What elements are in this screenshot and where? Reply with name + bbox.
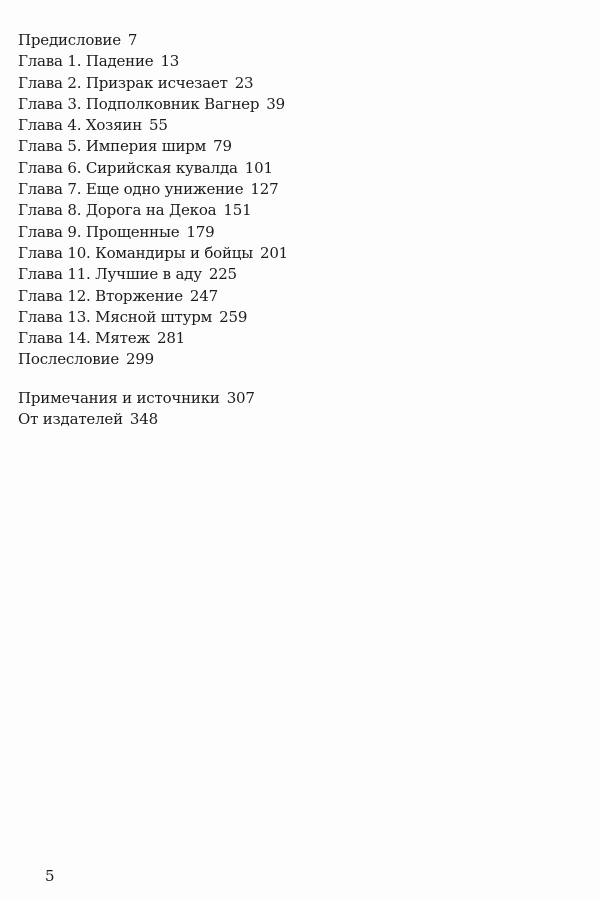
toc-entry-title: Глава 1. Падение xyxy=(18,52,154,71)
toc-entry-page: 127 xyxy=(250,180,279,199)
toc-main-section xyxy=(18,30,578,371)
toc-entry-chapter-14 xyxy=(18,328,578,349)
toc-entry-page: 299 xyxy=(126,350,155,369)
toc-entry-title: Глава 12. Вторжение xyxy=(18,286,183,305)
toc-entry-page: 55 xyxy=(149,116,168,135)
toc-entry-chapter-1 xyxy=(18,51,578,72)
toc-entry-page: 259 xyxy=(219,307,248,326)
toc-entry-preface xyxy=(18,30,578,51)
toc-entry-chapter-4 xyxy=(18,115,578,136)
toc-entry-title: Глава 4. Хозяин xyxy=(18,116,142,135)
toc-entry-page: 225 xyxy=(208,265,237,284)
toc-entry-title: Глава 8. Дорога на Декоа xyxy=(18,201,217,220)
toc-entry-title: Предисловие xyxy=(18,31,121,49)
toc-entry-chapter-11 xyxy=(18,264,578,285)
toc-entry-title: Послесловие xyxy=(18,350,119,369)
toc-entry-page: 79 xyxy=(213,137,232,156)
toc-entry-title: Глава 3. Подполковник Вагнер xyxy=(18,94,260,113)
toc-entry-title: Глава 2. Призрак исчезает xyxy=(18,73,228,92)
toc-entry-chapter-12 xyxy=(18,286,578,307)
toc-entry-page: 7 xyxy=(127,31,138,49)
toc-entry-from-publishers xyxy=(18,409,578,430)
toc-entry-chapter-7 xyxy=(18,179,578,200)
toc-entry-chapter-2 xyxy=(18,73,578,94)
toc-entry-title: Глава 9. Прощенные xyxy=(18,222,180,241)
toc-back-matter-section xyxy=(18,388,578,431)
toc-entry-chapter-5 xyxy=(18,136,578,157)
toc-entry-title: Глава 14. Мятеж xyxy=(18,329,150,348)
toc-entry-chapter-3 xyxy=(18,94,578,115)
toc-entry-chapter-13 xyxy=(18,307,578,328)
toc-entry-title: Примечания и источники xyxy=(18,388,220,407)
toc-entry-title: Глава 5. Империя ширм xyxy=(18,137,207,156)
toc-entry-chapter-9 xyxy=(18,222,578,243)
toc-entry-page: 151 xyxy=(223,201,252,220)
toc-entry-page: 13 xyxy=(160,52,180,71)
toc-entry-title: От издателей xyxy=(18,410,123,429)
toc-entry-page: 39 xyxy=(266,94,285,113)
table-of-contents xyxy=(18,30,578,430)
toc-entry-title: Глава 6. Сирийская кувалда xyxy=(18,158,238,177)
toc-entry-chapter-8 xyxy=(18,200,578,221)
toc-entry-page: 23 xyxy=(234,73,254,92)
toc-entry-title: Глава 7. Еще одно унижение xyxy=(18,180,244,199)
toc-entry-title: Глава 13. Мясной штурм xyxy=(18,307,213,326)
toc-entry-notes-and-sources xyxy=(18,388,578,409)
toc-entry-chapter-6 xyxy=(18,158,578,179)
toc-entry-afterword xyxy=(18,349,578,370)
toc-entry-chapter-10 xyxy=(18,243,578,264)
toc-entry-page: 201 xyxy=(259,243,289,262)
toc-entry-title: Глава 11. Лучшие в аду xyxy=(18,265,202,284)
toc-entry-page: 247 xyxy=(189,286,218,305)
toc-entry-page: 281 xyxy=(156,329,186,348)
toc-entry-page: 179 xyxy=(186,222,215,241)
toc-entry-page: 348 xyxy=(129,410,158,429)
toc-entry-page: 101 xyxy=(244,158,273,177)
toc-entry-title: Глава 10. Командиры и бойцы xyxy=(18,243,253,262)
page-number: 5 xyxy=(45,867,55,885)
toc-entry-page: 307 xyxy=(226,388,255,407)
